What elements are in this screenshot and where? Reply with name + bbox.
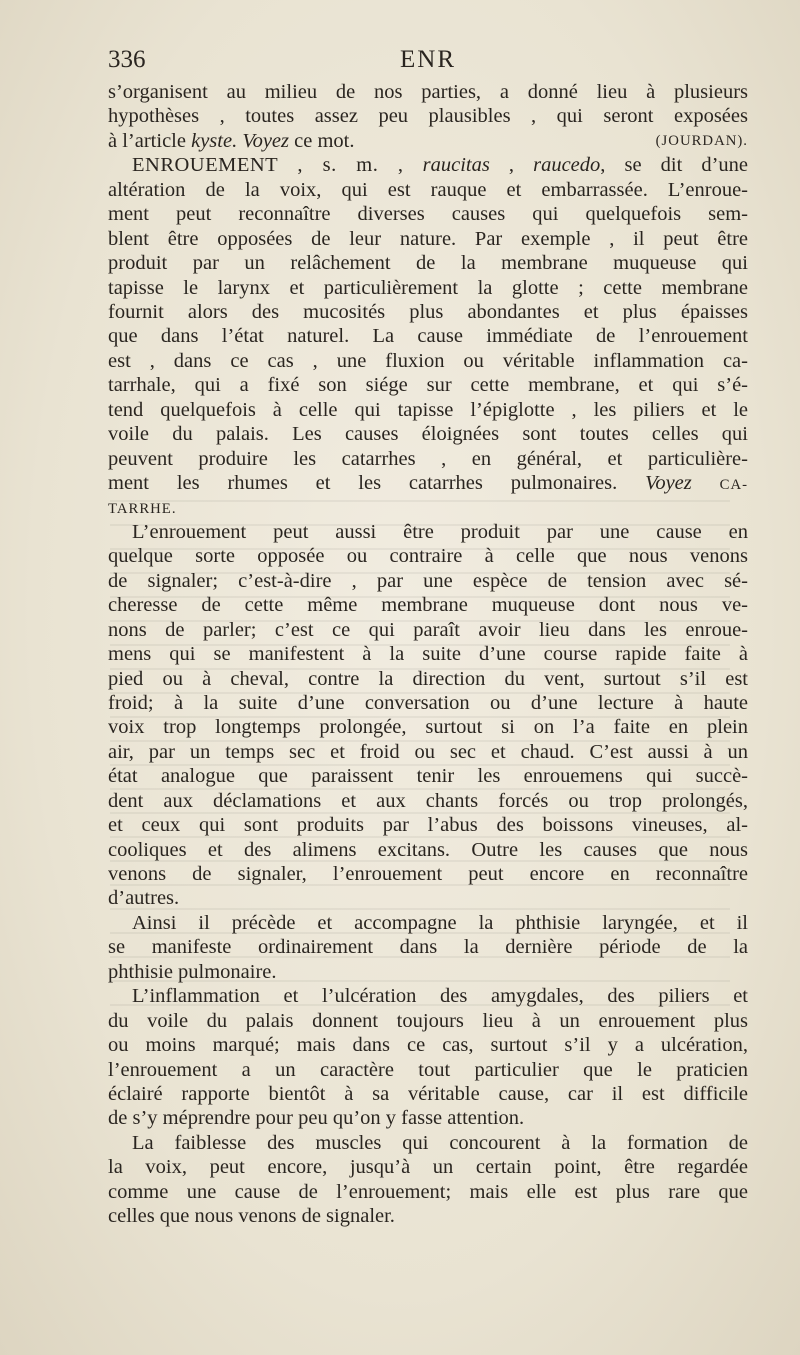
text-line: éclairé rapporte bientôt à sa véritable cause, car il est difficile bbox=[108, 1082, 748, 1105]
text-line: l’enrouement a un caractère tout particulier que le praticien bbox=[108, 1058, 748, 1081]
text-line bbox=[108, 495, 748, 519]
text-line: que dans l’état naturel. La cause immédiate de l’enrouement bbox=[108, 325, 748, 348]
cross-reference: kyste. bbox=[191, 129, 238, 152]
text-line: est , dans ce cas , une fluxion ou véritable inflammation ca- bbox=[108, 349, 748, 372]
text-line: voix trop longtemps prolongée, surtout si on l’a faite en plein bbox=[108, 716, 748, 739]
text-line: de s’y méprendre pour peu qu’on y fasse attention. bbox=[108, 1107, 525, 1130]
text-line: L’enrouement peut aussi être produit par une cause en bbox=[132, 520, 748, 543]
text-line: hypothèses , toutes assez peu plausibles , qui seront exposées bbox=[108, 105, 748, 128]
text-line: et ceux qui sont produits par l’abus des boissons vineuses, al- bbox=[108, 814, 748, 837]
text-line: du voile du palais donnent toujours lieu à un enrouement plus bbox=[108, 1009, 748, 1032]
voyez-reference: Voyez bbox=[242, 129, 290, 152]
cross-reference: TARRHE. bbox=[108, 501, 177, 518]
text-line: tend quelquefois à celle qui tapisse l’épiglotte , les piliers et le bbox=[108, 398, 748, 421]
text-fragment: ce mot. bbox=[289, 129, 355, 152]
text-line: froid; à la suite d’une conversation ou d’une lecture à haute bbox=[108, 691, 748, 714]
text-line: tapisse le larynx et particulièrement la glotte ; cette membrane bbox=[108, 276, 748, 299]
text-line: altération de la voix, qui est rauque et embarrassée. L’enroue- bbox=[108, 178, 748, 201]
text-line: L’inflammation et l’ulcération des amygdales, des piliers et bbox=[132, 985, 748, 1008]
text-line: blent être opposées de leur nature. Par exemple , il peut être bbox=[108, 227, 748, 250]
text-line: celles que nous venons de signaler. bbox=[108, 1205, 395, 1228]
text-line: mens qui se manifestent à la suite d’une course rapide faite à bbox=[108, 643, 748, 666]
text-line: cheresse de cette même membrane muqueuse dont nous ve- bbox=[108, 594, 748, 617]
running-head: ENR bbox=[400, 46, 456, 73]
text-line: quelque sorte opposée ou contraire à celle que nous venons bbox=[108, 545, 748, 568]
text-fragment: ment les rhumes et les catarrhes pulmonaires. bbox=[108, 472, 618, 494]
text-line: tarrhale, qui a fixé son siége sur cette membrane, et qui s’é- bbox=[108, 374, 748, 397]
text-line: voile du palais. Les causes éloignées sont toutes celles qui bbox=[108, 423, 748, 446]
text-line: état analogue que paraissent tenir les enrouemens qui succè- bbox=[108, 765, 748, 788]
text-line: de signaler; c’est-à-dire , par une espèce de tension avec sé- bbox=[108, 569, 748, 592]
voyez-reference: Voyez bbox=[645, 472, 692, 494]
text-line: comme une cause de l’enrouement; mais elle est plus rare que bbox=[108, 1180, 748, 1203]
text-line: dent aux déclamations et aux chants forcés ou trop prolongés, bbox=[108, 789, 748, 812]
text-line: venons de signaler, l’enrouement peut encore en reconnaître bbox=[108, 863, 748, 885]
text-line: s’organisent au milieu de nos parties, a donné lieu à plusieurs bbox=[108, 81, 748, 103]
body-text bbox=[108, 80, 748, 1229]
text-fragment: , bbox=[489, 154, 534, 177]
text-line: la voix, peut encore, jusqu’à un certain point, être regardée bbox=[108, 1156, 748, 1179]
text-fragment: , se dit d’une bbox=[600, 154, 748, 177]
headword: ENROUEMENT , s. m. , bbox=[132, 154, 404, 177]
cross-reference: CA- bbox=[719, 477, 748, 493]
text-line bbox=[108, 129, 748, 153]
latin-term: raucitas bbox=[422, 154, 490, 177]
text-line: phthisie pulmonaire. bbox=[108, 960, 277, 983]
latin-term: raucedo bbox=[533, 154, 601, 177]
page-header bbox=[108, 46, 748, 80]
text-line: La faiblesse des muscles qui concourent à la formation de bbox=[132, 1131, 748, 1154]
text-line: air, par un temps sec et froid ou sec et chaud. C’est aussi à un bbox=[108, 740, 748, 763]
text-line: produit par un relâchement de la membrane muqueuse qui bbox=[108, 252, 748, 275]
text-fragment: à l’article bbox=[108, 129, 186, 152]
text-line: Ainsi il précède et accompagne la phthisie laryngée, et il bbox=[132, 911, 748, 934]
text-line: peuvent produire les catarrhes , en général, et particulière- bbox=[108, 447, 748, 470]
author-signature: (JOURDAN). bbox=[655, 132, 748, 149]
text-line: nons de parler; c’est ce qui paraît avoir lieu dans les enroue- bbox=[108, 618, 748, 641]
text-line bbox=[108, 471, 748, 495]
entry-headline bbox=[108, 153, 748, 177]
text-line: pied ou à cheval, contre la direction du vent, surtout s’il est bbox=[108, 667, 748, 690]
text-line: ou moins marqué; mais dans ce cas, surtout s’il y a ulcération, bbox=[108, 1034, 748, 1057]
text-line: cooliques et des alimens excitans. Outre les causes que nous bbox=[108, 838, 748, 861]
text-line: d’autres. bbox=[108, 887, 180, 910]
text-line: fournit alors des mucosités plus abondantes et plus épaisses bbox=[108, 300, 748, 323]
text-line: ment peut reconnaître diverses causes qui quelquefois sem- bbox=[108, 203, 748, 226]
text-line: se manifeste ordinairement dans la dernière période de la bbox=[108, 936, 748, 959]
page-number: 336 bbox=[108, 46, 146, 73]
